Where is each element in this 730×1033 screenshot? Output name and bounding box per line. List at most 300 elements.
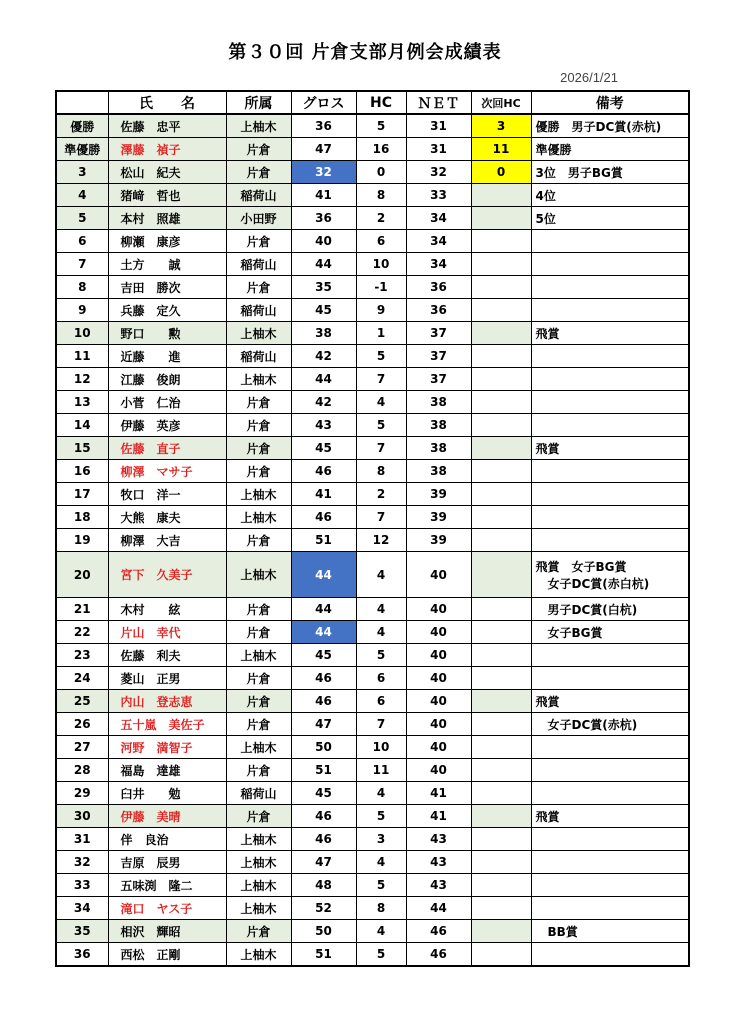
gross-cell: 44 <box>291 253 356 276</box>
note-cell <box>531 943 689 967</box>
net-cell: 40 <box>406 598 471 621</box>
hc-cell: 7 <box>356 713 406 736</box>
gross-cell: 43 <box>291 414 356 437</box>
name-cell: 内山 登志恵 <box>108 690 226 713</box>
hc-cell: 2 <box>356 483 406 506</box>
next-hc-cell: 3 <box>471 114 531 138</box>
rank-cell: 32 <box>56 851 108 874</box>
rank-cell: 4 <box>56 184 108 207</box>
team-cell: 稲荷山 <box>226 299 291 322</box>
net-cell: 36 <box>406 276 471 299</box>
rank-cell: 27 <box>56 736 108 759</box>
note-cell <box>531 529 689 552</box>
results-table <box>55 90 690 967</box>
next-hc-cell <box>471 253 531 276</box>
gross-cell: 38 <box>291 322 356 345</box>
hc-cell: 6 <box>356 667 406 690</box>
note-line: 女子DC賞(赤白杭) <box>535 576 650 591</box>
team-cell: 片倉 <box>226 805 291 828</box>
rank-cell: 24 <box>56 667 108 690</box>
next-hc-cell <box>471 805 531 828</box>
team-cell: 稲荷山 <box>226 253 291 276</box>
team-cell: 片倉 <box>226 713 291 736</box>
next-hc-cell <box>471 368 531 391</box>
note-cell <box>531 828 689 851</box>
table-row <box>56 161 689 184</box>
gross-cell: 44 <box>291 552 356 598</box>
hc-cell: 12 <box>356 529 406 552</box>
note-cell <box>531 230 689 253</box>
hc-cell: 5 <box>356 874 406 897</box>
net-cell: 43 <box>406 851 471 874</box>
note-cell <box>531 736 689 759</box>
gross-cell: 45 <box>291 437 356 460</box>
next-hc-cell: 0 <box>471 161 531 184</box>
rank-cell: 21 <box>56 598 108 621</box>
table-row <box>56 851 689 874</box>
next-hc-cell <box>471 276 531 299</box>
gross-cell: 46 <box>291 690 356 713</box>
gross-cell: 51 <box>291 529 356 552</box>
note-cell: 女子BG賞 <box>531 621 689 644</box>
table-row <box>56 414 689 437</box>
note-cell: BB賞 <box>531 920 689 943</box>
note-cell <box>531 391 689 414</box>
header-hc: HC <box>356 91 406 114</box>
gross-cell: 46 <box>291 828 356 851</box>
net-cell: 33 <box>406 184 471 207</box>
next-hc-cell <box>471 598 531 621</box>
name-cell: 臼井 勉 <box>108 782 226 805</box>
next-hc-cell <box>471 345 531 368</box>
team-cell: 上柚木 <box>226 943 291 967</box>
hc-cell: 6 <box>356 690 406 713</box>
name-cell: 相沢 輝昭 <box>108 920 226 943</box>
note-cell <box>531 644 689 667</box>
next-hc-cell <box>471 529 531 552</box>
team-cell: 片倉 <box>226 391 291 414</box>
gross-cell: 51 <box>291 759 356 782</box>
rank-cell: 10 <box>56 322 108 345</box>
next-hc-cell <box>471 506 531 529</box>
gross-cell: 44 <box>291 368 356 391</box>
next-hc-cell <box>471 920 531 943</box>
gross-cell: 41 <box>291 483 356 506</box>
team-cell: 片倉 <box>226 759 291 782</box>
net-cell: 31 <box>406 114 471 138</box>
note-cell: 飛賞 <box>531 690 689 713</box>
team-cell: 上柚木 <box>226 644 291 667</box>
team-cell: 片倉 <box>226 621 291 644</box>
next-hc-cell <box>471 690 531 713</box>
table-row <box>56 828 689 851</box>
gross-cell: 45 <box>291 644 356 667</box>
team-cell: 上柚木 <box>226 897 291 920</box>
note-line: 飛賞 女子BG賞 <box>535 559 627 574</box>
name-cell: 近藤 進 <box>108 345 226 368</box>
note-cell: 4位 <box>531 184 689 207</box>
net-cell: 40 <box>406 621 471 644</box>
rank-cell: 33 <box>56 874 108 897</box>
table-row <box>56 184 689 207</box>
net-cell: 34 <box>406 253 471 276</box>
net-cell: 37 <box>406 322 471 345</box>
rank-cell: 14 <box>56 414 108 437</box>
net-cell: 43 <box>406 828 471 851</box>
rank-cell: 8 <box>56 276 108 299</box>
team-cell: 片倉 <box>226 276 291 299</box>
team-cell: 上柚木 <box>226 114 291 138</box>
header-team: 所属 <box>226 91 291 114</box>
gross-cell: 36 <box>291 114 356 138</box>
note-cell <box>531 782 689 805</box>
hc-cell: 5 <box>356 114 406 138</box>
net-cell: 40 <box>406 690 471 713</box>
gross-cell: 46 <box>291 506 356 529</box>
table-row <box>56 529 689 552</box>
hc-cell: 5 <box>356 943 406 967</box>
name-cell: 小菅 仁治 <box>108 391 226 414</box>
table-row <box>56 943 689 967</box>
gross-cell: 47 <box>291 138 356 161</box>
table-row <box>56 621 689 644</box>
note-cell <box>531 299 689 322</box>
hc-cell: 7 <box>356 368 406 391</box>
note-cell <box>531 460 689 483</box>
gross-cell: 52 <box>291 897 356 920</box>
next-hc-cell <box>471 759 531 782</box>
name-cell: 佐藤 忠平 <box>108 114 226 138</box>
note-cell <box>531 759 689 782</box>
gross-cell: 42 <box>291 391 356 414</box>
net-cell: 32 <box>406 161 471 184</box>
gross-cell: 35 <box>291 276 356 299</box>
rank-cell: 9 <box>56 299 108 322</box>
header-gross: グロス <box>291 91 356 114</box>
table-row <box>56 713 689 736</box>
next-hc-cell <box>471 414 531 437</box>
rank-cell: 23 <box>56 644 108 667</box>
name-cell: 本村 照雄 <box>108 207 226 230</box>
gross-cell: 50 <box>291 736 356 759</box>
note-cell: 3位 男子BG賞 <box>531 161 689 184</box>
name-cell: 西松 正剛 <box>108 943 226 967</box>
note-cell <box>531 253 689 276</box>
name-cell: 猪﨑 哲也 <box>108 184 226 207</box>
header-name: 氏 名 <box>108 91 226 114</box>
table-row <box>56 759 689 782</box>
table-row <box>56 644 689 667</box>
name-cell: 柳瀬 康彦 <box>108 230 226 253</box>
team-cell: 片倉 <box>226 161 291 184</box>
next-hc-cell <box>471 437 531 460</box>
gross-cell: 32 <box>291 161 356 184</box>
hc-cell: 4 <box>356 552 406 598</box>
next-hc-cell <box>471 667 531 690</box>
net-cell: 38 <box>406 460 471 483</box>
hc-cell: 8 <box>356 460 406 483</box>
hc-cell: 10 <box>356 253 406 276</box>
name-cell: 牧口 洋一 <box>108 483 226 506</box>
next-hc-cell <box>471 391 531 414</box>
team-cell: 上柚木 <box>226 506 291 529</box>
rank-cell: 12 <box>56 368 108 391</box>
hc-cell: 9 <box>356 299 406 322</box>
net-cell: 40 <box>406 552 471 598</box>
next-hc-cell <box>471 299 531 322</box>
rank-cell: 22 <box>56 621 108 644</box>
gross-cell: 45 <box>291 782 356 805</box>
note-cell: 準優勝 <box>531 138 689 161</box>
rank-cell: 25 <box>56 690 108 713</box>
team-cell: 片倉 <box>226 414 291 437</box>
name-cell: 五味渕 隆二 <box>108 874 226 897</box>
next-hc-cell <box>471 851 531 874</box>
team-cell: 片倉 <box>226 920 291 943</box>
hc-cell: 4 <box>356 598 406 621</box>
name-cell: 土方 誠 <box>108 253 226 276</box>
note-cell: 女子DC賞(赤杭) <box>531 713 689 736</box>
name-cell: 佐藤 利夫 <box>108 644 226 667</box>
hc-cell: 8 <box>356 184 406 207</box>
rank-cell: 3 <box>56 161 108 184</box>
gross-cell: 46 <box>291 667 356 690</box>
gross-cell: 41 <box>291 184 356 207</box>
note-cell: 飛賞 <box>531 322 689 345</box>
name-cell: 伊藤 英彦 <box>108 414 226 437</box>
rank-cell: 19 <box>56 529 108 552</box>
next-hc-cell <box>471 874 531 897</box>
team-cell: 稲荷山 <box>226 782 291 805</box>
team-cell: 片倉 <box>226 667 291 690</box>
table-row <box>56 920 689 943</box>
page-title: 第３０回 片倉支部月例会成績表 <box>228 42 502 63</box>
net-cell: 38 <box>406 391 471 414</box>
team-cell: 上柚木 <box>226 368 291 391</box>
table-row <box>56 253 689 276</box>
table-row <box>56 391 689 414</box>
team-cell: 小田野 <box>226 207 291 230</box>
hc-cell: 11 <box>356 759 406 782</box>
rank-cell: 20 <box>56 552 108 598</box>
rank-cell: 26 <box>56 713 108 736</box>
gross-cell: 44 <box>291 621 356 644</box>
table-row <box>56 138 689 161</box>
net-cell: 38 <box>406 437 471 460</box>
name-cell: 五十嵐 美佐子 <box>108 713 226 736</box>
name-cell: 福島 達雄 <box>108 759 226 782</box>
team-cell: 片倉 <box>226 230 291 253</box>
team-cell: 上柚木 <box>226 736 291 759</box>
gross-cell: 42 <box>291 345 356 368</box>
name-cell: 柳澤 マサ子 <box>108 460 226 483</box>
hc-cell: 16 <box>356 138 406 161</box>
rank-cell: 優勝 <box>56 114 108 138</box>
rank-cell: 17 <box>56 483 108 506</box>
net-cell: 46 <box>406 943 471 967</box>
table-row <box>56 345 689 368</box>
net-cell: 31 <box>406 138 471 161</box>
note-cell: 飛賞 <box>531 805 689 828</box>
table-row <box>56 506 689 529</box>
note-cell <box>531 276 689 299</box>
table-row <box>56 322 689 345</box>
team-cell: 稲荷山 <box>226 345 291 368</box>
team-cell: 片倉 <box>226 598 291 621</box>
table-body <box>56 114 689 966</box>
note-cell <box>531 483 689 506</box>
name-cell: 佐藤 直子 <box>108 437 226 460</box>
hc-cell: 7 <box>356 437 406 460</box>
rank-cell: 28 <box>56 759 108 782</box>
net-cell: 34 <box>406 207 471 230</box>
rank-cell: 34 <box>56 897 108 920</box>
hc-cell: 0 <box>356 161 406 184</box>
next-hc-cell <box>471 483 531 506</box>
net-cell: 39 <box>406 483 471 506</box>
hc-cell: 3 <box>356 828 406 851</box>
next-hc-cell <box>471 322 531 345</box>
hc-cell: 4 <box>356 782 406 805</box>
hc-cell: 7 <box>356 506 406 529</box>
table-row <box>56 368 689 391</box>
net-cell: 36 <box>406 299 471 322</box>
next-hc-cell <box>471 207 531 230</box>
header-note: 備考 <box>531 91 689 114</box>
note-cell <box>531 667 689 690</box>
note-cell <box>531 414 689 437</box>
net-cell: 40 <box>406 713 471 736</box>
hc-cell: 4 <box>356 621 406 644</box>
team-cell: 稲荷山 <box>226 184 291 207</box>
rank-cell: 18 <box>56 506 108 529</box>
name-cell: 柳澤 大吉 <box>108 529 226 552</box>
table-row <box>56 114 689 138</box>
team-cell: 片倉 <box>226 138 291 161</box>
next-hc-cell <box>471 736 531 759</box>
next-hc-cell <box>471 897 531 920</box>
team-cell: 上柚木 <box>226 874 291 897</box>
gross-cell: 48 <box>291 874 356 897</box>
rank-cell: 16 <box>56 460 108 483</box>
net-cell: 39 <box>406 529 471 552</box>
table-row <box>56 460 689 483</box>
net-cell: 34 <box>406 230 471 253</box>
note-cell: 優勝 男子DC賞(赤杭) <box>531 114 689 138</box>
team-cell: 上柚木 <box>226 322 291 345</box>
net-cell: 44 <box>406 897 471 920</box>
next-hc-cell <box>471 782 531 805</box>
header-row <box>56 91 689 114</box>
hc-cell: 2 <box>356 207 406 230</box>
next-hc-cell <box>471 943 531 967</box>
gross-cell: 47 <box>291 851 356 874</box>
team-cell: 片倉 <box>226 437 291 460</box>
rank-cell: 7 <box>56 253 108 276</box>
net-cell: 40 <box>406 667 471 690</box>
next-hc-cell <box>471 230 531 253</box>
next-hc-cell <box>471 621 531 644</box>
name-cell: 河野 満智子 <box>108 736 226 759</box>
name-cell: 宮下 久美子 <box>108 552 226 598</box>
name-cell: 松山 紀夫 <box>108 161 226 184</box>
rank-cell: 準優勝 <box>56 138 108 161</box>
team-cell: 片倉 <box>226 690 291 713</box>
table-row <box>56 782 689 805</box>
table-row <box>56 667 689 690</box>
gross-cell: 51 <box>291 943 356 967</box>
header-rank <box>56 91 108 114</box>
rank-cell: 36 <box>56 943 108 967</box>
table-row <box>56 230 689 253</box>
name-cell: 木村 絃 <box>108 598 226 621</box>
table-row <box>56 805 689 828</box>
next-hc-cell <box>471 644 531 667</box>
note-cell: 飛賞 <box>531 437 689 460</box>
team-cell: 上柚木 <box>226 851 291 874</box>
next-hc-cell <box>471 552 531 598</box>
gross-cell: 36 <box>291 207 356 230</box>
team-cell: 片倉 <box>226 460 291 483</box>
hc-cell: -1 <box>356 276 406 299</box>
rank-cell: 11 <box>56 345 108 368</box>
next-hc-cell <box>471 460 531 483</box>
name-cell: 伴 良治 <box>108 828 226 851</box>
name-cell: 澤藤 禎子 <box>108 138 226 161</box>
table-row <box>56 207 689 230</box>
gross-cell: 46 <box>291 460 356 483</box>
hc-cell: 1 <box>356 322 406 345</box>
table-row <box>56 690 689 713</box>
rank-cell: 35 <box>56 920 108 943</box>
net-cell: 43 <box>406 874 471 897</box>
rank-cell: 6 <box>56 230 108 253</box>
table-row <box>56 552 689 598</box>
team-cell: 上柚木 <box>226 552 291 598</box>
hc-cell: 4 <box>356 391 406 414</box>
note-cell <box>531 368 689 391</box>
hc-cell: 5 <box>356 805 406 828</box>
gross-cell: 47 <box>291 713 356 736</box>
table-row <box>56 598 689 621</box>
name-cell: 江藤 俊朗 <box>108 368 226 391</box>
gross-cell: 44 <box>291 598 356 621</box>
table-row <box>56 299 689 322</box>
hc-cell: 5 <box>356 345 406 368</box>
table-row <box>56 483 689 506</box>
hc-cell: 5 <box>356 414 406 437</box>
header-net: ＮＥＴ <box>406 91 471 114</box>
next-hc-cell <box>471 184 531 207</box>
team-cell: 上柚木 <box>226 483 291 506</box>
net-cell: 41 <box>406 782 471 805</box>
net-cell: 41 <box>406 805 471 828</box>
name-cell: 伊藤 美晴 <box>108 805 226 828</box>
net-cell: 39 <box>406 506 471 529</box>
name-cell: 野口 勲 <box>108 322 226 345</box>
hc-cell: 4 <box>356 851 406 874</box>
name-cell: 滝口 ヤス子 <box>108 897 226 920</box>
table-row <box>56 437 689 460</box>
rank-cell: 13 <box>56 391 108 414</box>
net-cell: 40 <box>406 644 471 667</box>
name-cell: 大熊 康夫 <box>108 506 226 529</box>
header-next-hc: 次回HC <box>471 91 531 114</box>
team-cell: 片倉 <box>226 529 291 552</box>
net-cell: 40 <box>406 759 471 782</box>
note-cell: 男子DC賞(白杭) <box>531 598 689 621</box>
next-hc-cell <box>471 828 531 851</box>
